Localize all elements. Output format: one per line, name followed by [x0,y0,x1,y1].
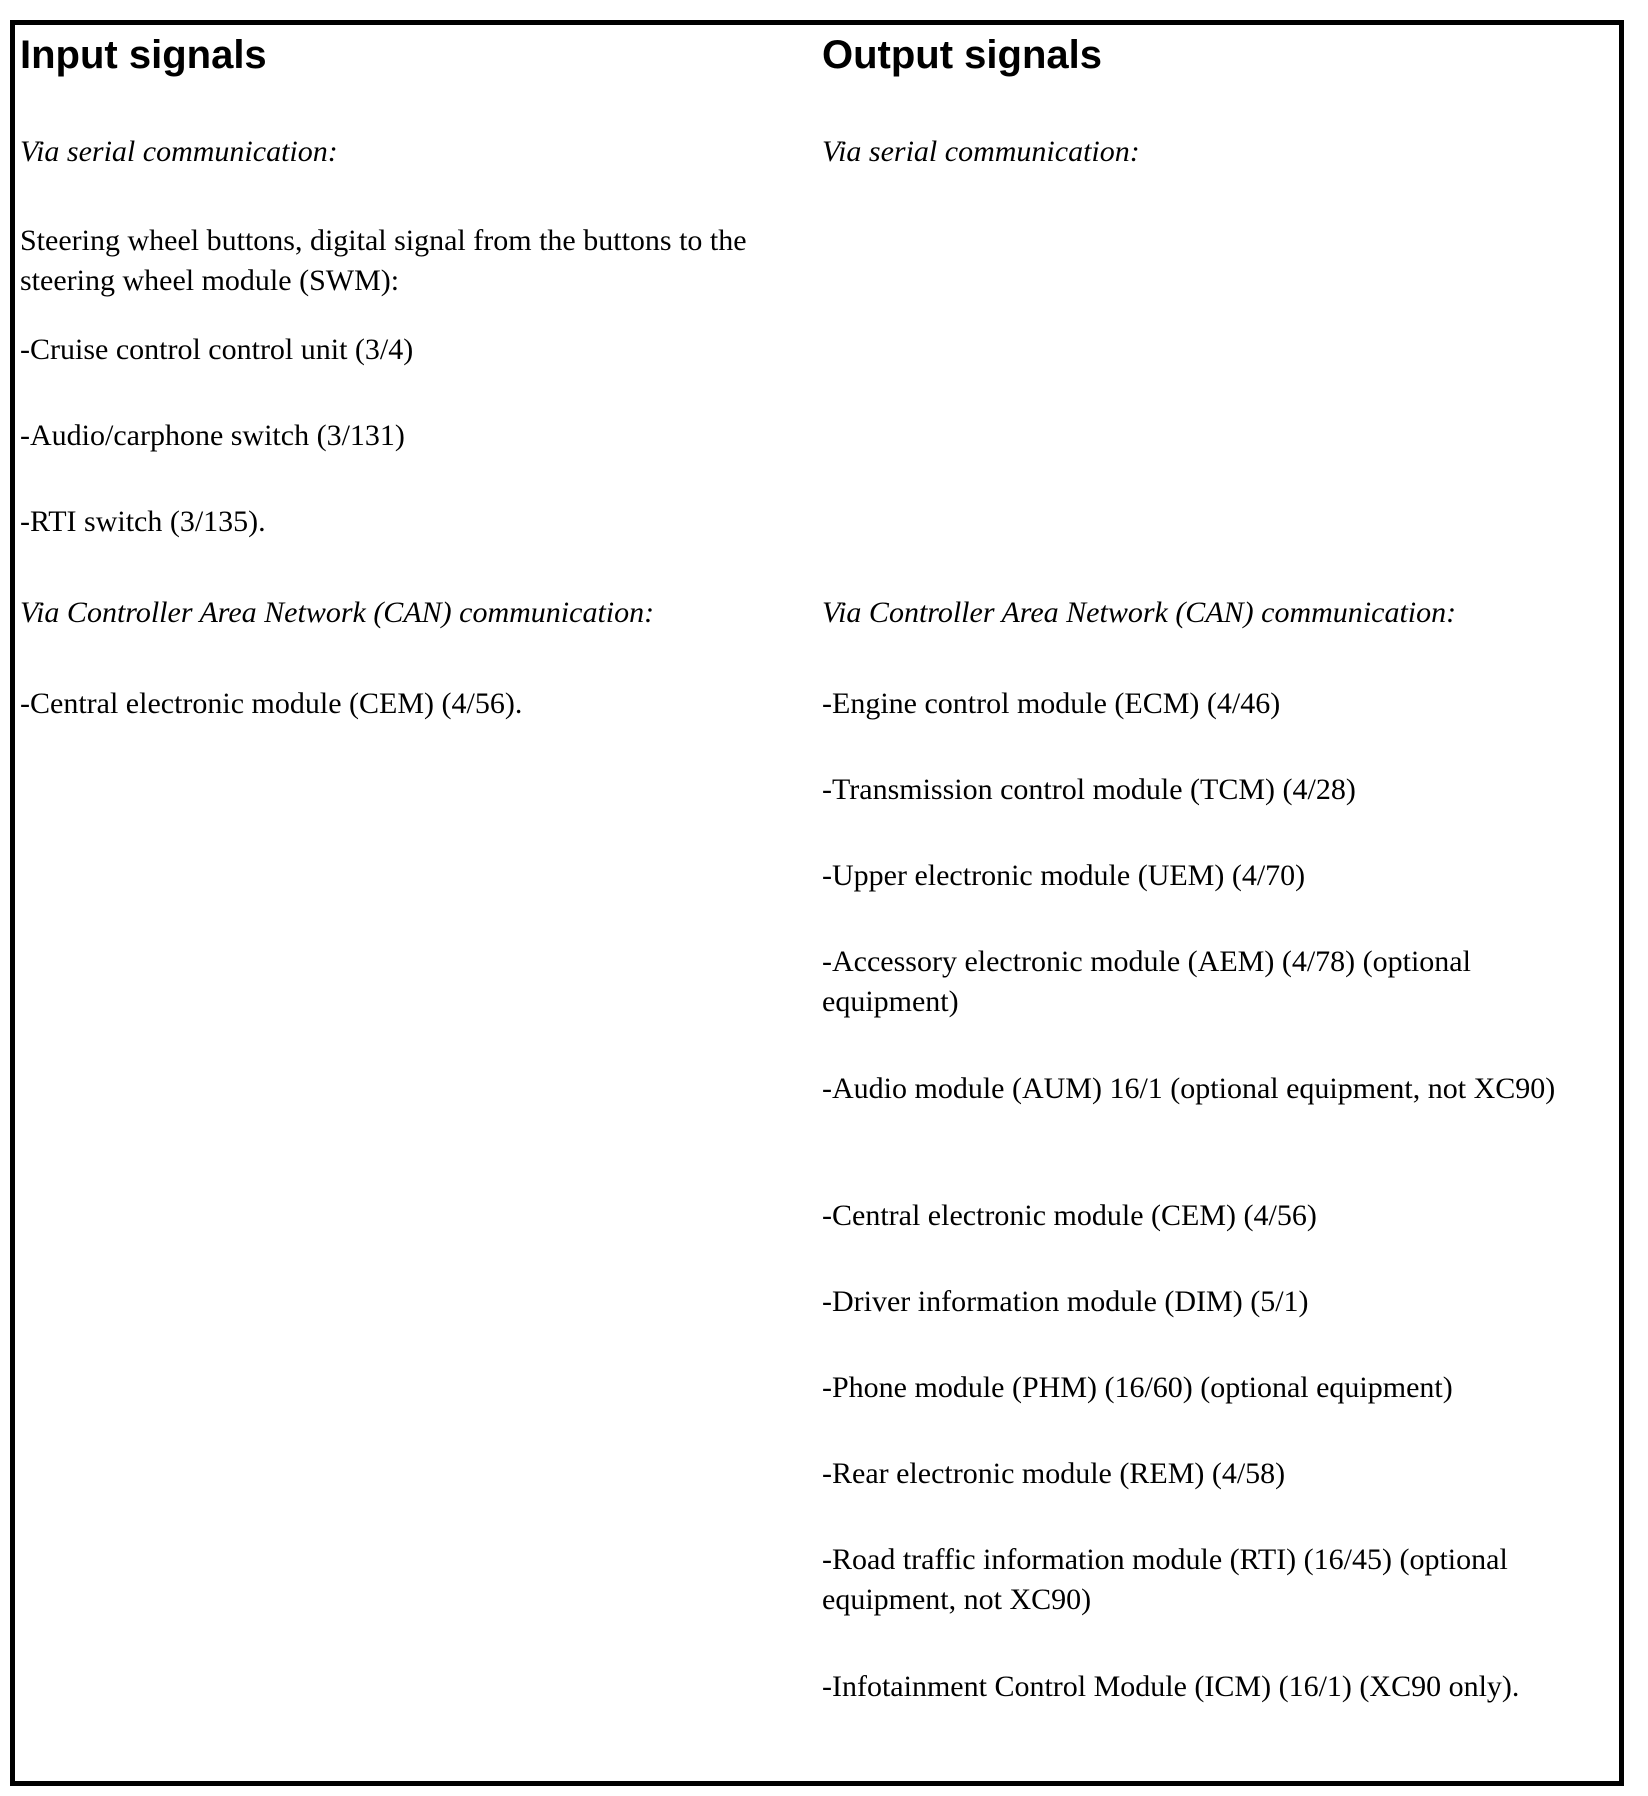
signals-table [10,20,1624,1786]
input-serial-item: -RTI switch (3/135). [20,505,266,538]
output-can-item: -Accessory electronic module (AEM) (4/78) (optional equipment) [822,945,1471,1018]
output-can-label: Via Controller Area Network (CAN) communication: [822,596,1457,629]
output-can-item: -Central electronic module (CEM) (4/56) [822,1199,1317,1232]
input-serial-item: -Audio/carphone switch (3/131) [20,419,405,452]
output-can-item: -Engine control module (ECM) (4/46) [822,687,1281,720]
steering-wheel-intro: Steering wheel buttons, digital signal from the buttons to the steering wheel module (SWM): [20,224,747,297]
output-can-item: -Infotainment Control Module (ICM) (16/1) (XC90 only). [822,1670,1520,1703]
input-can-item: -Central electronic module (CEM) (4/56). [20,687,523,720]
input-can-label: Via Controller Area Network (CAN) communication: [20,596,655,629]
output-can-item: -Audio module (AUM) 16/1 (optional equipment, not XC90) [822,1072,1556,1105]
input-signals-heading: Input signals [20,33,267,77]
output-can-item: -Driver information module (DIM) (5/1) [822,1285,1309,1318]
output-can-item: -Transmission control module (TCM) (4/28) [822,773,1356,806]
output-can-item: -Rear electronic module (REM) (4/58) [822,1457,1286,1490]
output-serial-label: Via serial communication: [822,135,1140,168]
output-can-item: -Phone module (PHM) (16/60) (optional equipment) [822,1371,1453,1404]
input-serial-label: Via serial communication: [20,135,338,168]
input-serial-item: -Cruise control control unit (3/4) [20,333,414,366]
output-signals-heading: Output signals [822,33,1102,77]
output-can-item: -Road traffic information module (RTI) (16/45) (optional equipment, not XC90) [822,1543,1508,1616]
output-can-item: -Upper electronic module (UEM) (4/70) [822,859,1306,892]
